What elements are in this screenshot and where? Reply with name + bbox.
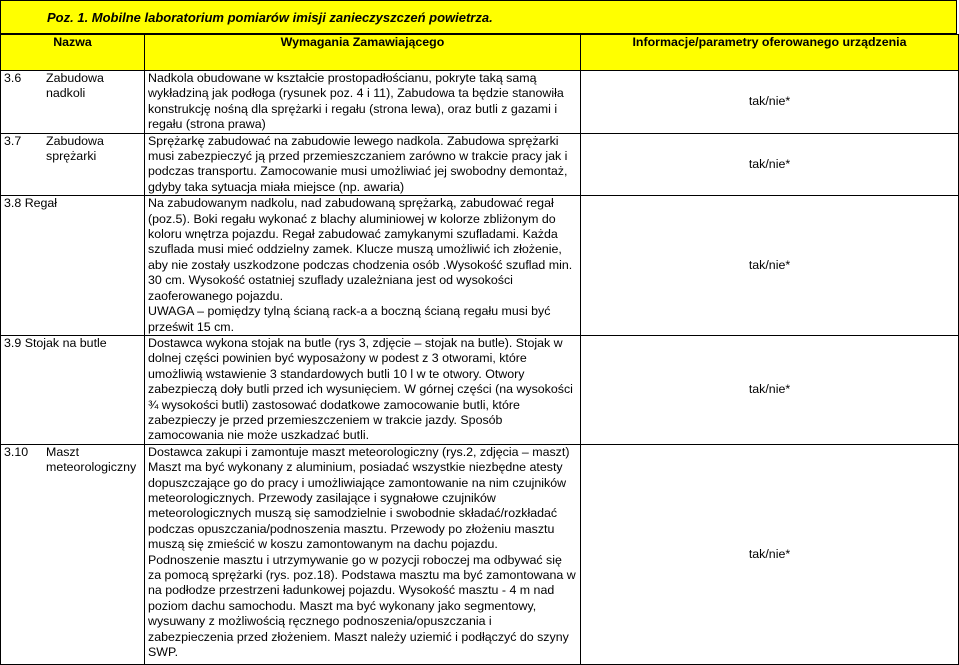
row-answer[interactable]: tak/nie* [581,133,959,196]
row-requirements-note: UWAGA – pomiędzy tylną ścianą rack-a a boczną ścianą regału musi być prześwit 15 cm. [148,304,551,334]
header-requirements: Wymagania Zamawiającego [145,35,581,71]
row-requirements: Dostawca wykona stojak na butle (rys 3, zdjęcie – stojak na butle). Stojak w dolnej części powinien być wyposażony w podest z 3 otworami, które umożliwią wstawienie 3 standardowych butli 10 l w te otwory. Otwory zabezpieczą doły butli przed ich wysunięciem. W górnej części (na wysokości ¾ wysokości butli) zastosować dodatkowe zamocowanie butli, które zabezpieczy je przed przemieszczeniem w trakcie jazdy. Sposób zamocowania nie może uszkadzać butli. [145,335,581,444]
row-number: 3.10 [4,444,29,459]
table-header-row [1,35,959,71]
row-name: Stojak na butle [24,335,107,350]
page-title: Poz. 1. Mobilne laboratorium pomiarów imisji zanieczyszczeń powietrza. [47,10,493,25]
row-requirements [145,196,581,336]
row-requirements-text: Na zabudowanym nadkolu, nad zabudowaną sprężarką, zabudować regał (poz.5). Boki regału wykonać z blachy aluminiowej w kolorze zbliżonym do koloru wnętrza pojazdu. Regał zabudować zamykanymi szufladami. Każda szuflada musi mieć oddzielny zamek. Klucze muszą umożliwić ich złożenie, aby nie zostały uszkodzone podczas chodzenia osób .Wysokość szuflad min. 30 cm. Wysokość ostatniej szuflady uzależniana jest od wysokości zaoferowanego pojazdu. [148,196,573,303]
title-band [0,0,957,34]
row-name-cell [1,335,145,444]
row-number: 3.8 [4,196,22,211]
row-number: 3.7 [4,133,22,148]
table-row [1,133,959,196]
row-name-cell [1,71,145,134]
table-row [1,335,959,444]
table-row [1,196,959,336]
requirements-table [0,34,959,665]
row-number: 3.6 [4,71,22,85]
table-row [1,71,959,134]
header-offered: Informacje/parametry oferowanego urządzenia [581,35,959,71]
row-name: Regał [24,196,58,211]
row-answer[interactable]: tak/nie* [581,196,959,336]
row-requirements-text: Dostawca zakupi i zamontuje maszt meteorologiczny (rys.2, zdjęcia – maszt) Maszt ma być wykonany z aluminium, posiadać wszystkie niezbędne atesty dopuszczające go do pracy i umożliwiające zamontowanie na nim czujników meteorologicznych. Przewody zasilające i sygnałowe czujników meteorologicznych muszą się samodzielnie i swobodnie składać/rozkładać podczas opuszczania/podnoszenia masztu. Przewody po złożeniu masztu muszą się zmieścić w koszu zamontowanym na dachu pojazdu. [148,444,570,552]
row-requirements: Nadkola obudowane w kształcie prostopadłościanu, pokryte taką samą wykładziną jak podłoga (rysunek poz. 4 i 11), Zabudowa ta będzie stanowiła konstrukcję nośną dla sprężarki i regału (strona lewa), oraz butli z gazami i regału (strona prawa) [145,71,581,134]
row-answer[interactable]: tak/nie* [581,335,959,444]
row-requirements [145,444,581,664]
row-name-cell [1,133,145,196]
row-name: Zabudowa nadkoli [46,71,104,101]
row-requirements-text-2: Podnoszenie masztu i utrzymywanie go w pozycji roboczej ma odbywać się za pomocą sprężarki (rys. poz.18). Podstawa masztu ma być zamontowana w na podłodze przestrzeni ładunkowej pojazdu. Wysokość masztu - 4 m nad poziom dachu samochodu. Maszt ma być wykonany jako segmentowy, wysuwany z możliwością ręcznego podnoszenia/opuszczania i zabezpieczenia przed złożeniem. Maszt należy uziemić i podłączyć do szyny SWP. [148,552,576,660]
header-name: Nazwa [1,35,145,71]
row-name-cell [1,444,145,664]
row-number: 3.9 [4,335,22,350]
row-name: Zabudowa sprężarki [46,133,104,164]
table-row [1,444,959,664]
row-name: Maszt meteorologiczny [46,444,137,475]
row-answer[interactable]: tak/nie* [581,71,959,134]
row-requirements: Sprężarkę zabudować na zabudowie lewego nadkola. Zabudowa sprężarki musi zabezpieczyć ją przed przemieszczaniem zarówno w trakcie pracy jak i podczas transportu. Zamocowanie musi umożliwiać jej swobodny demontaż, gdyby taka sytuacja miała miejsce (np. awaria) [145,133,581,196]
row-name-cell [1,196,145,336]
row-answer[interactable]: tak/nie* [581,444,959,664]
